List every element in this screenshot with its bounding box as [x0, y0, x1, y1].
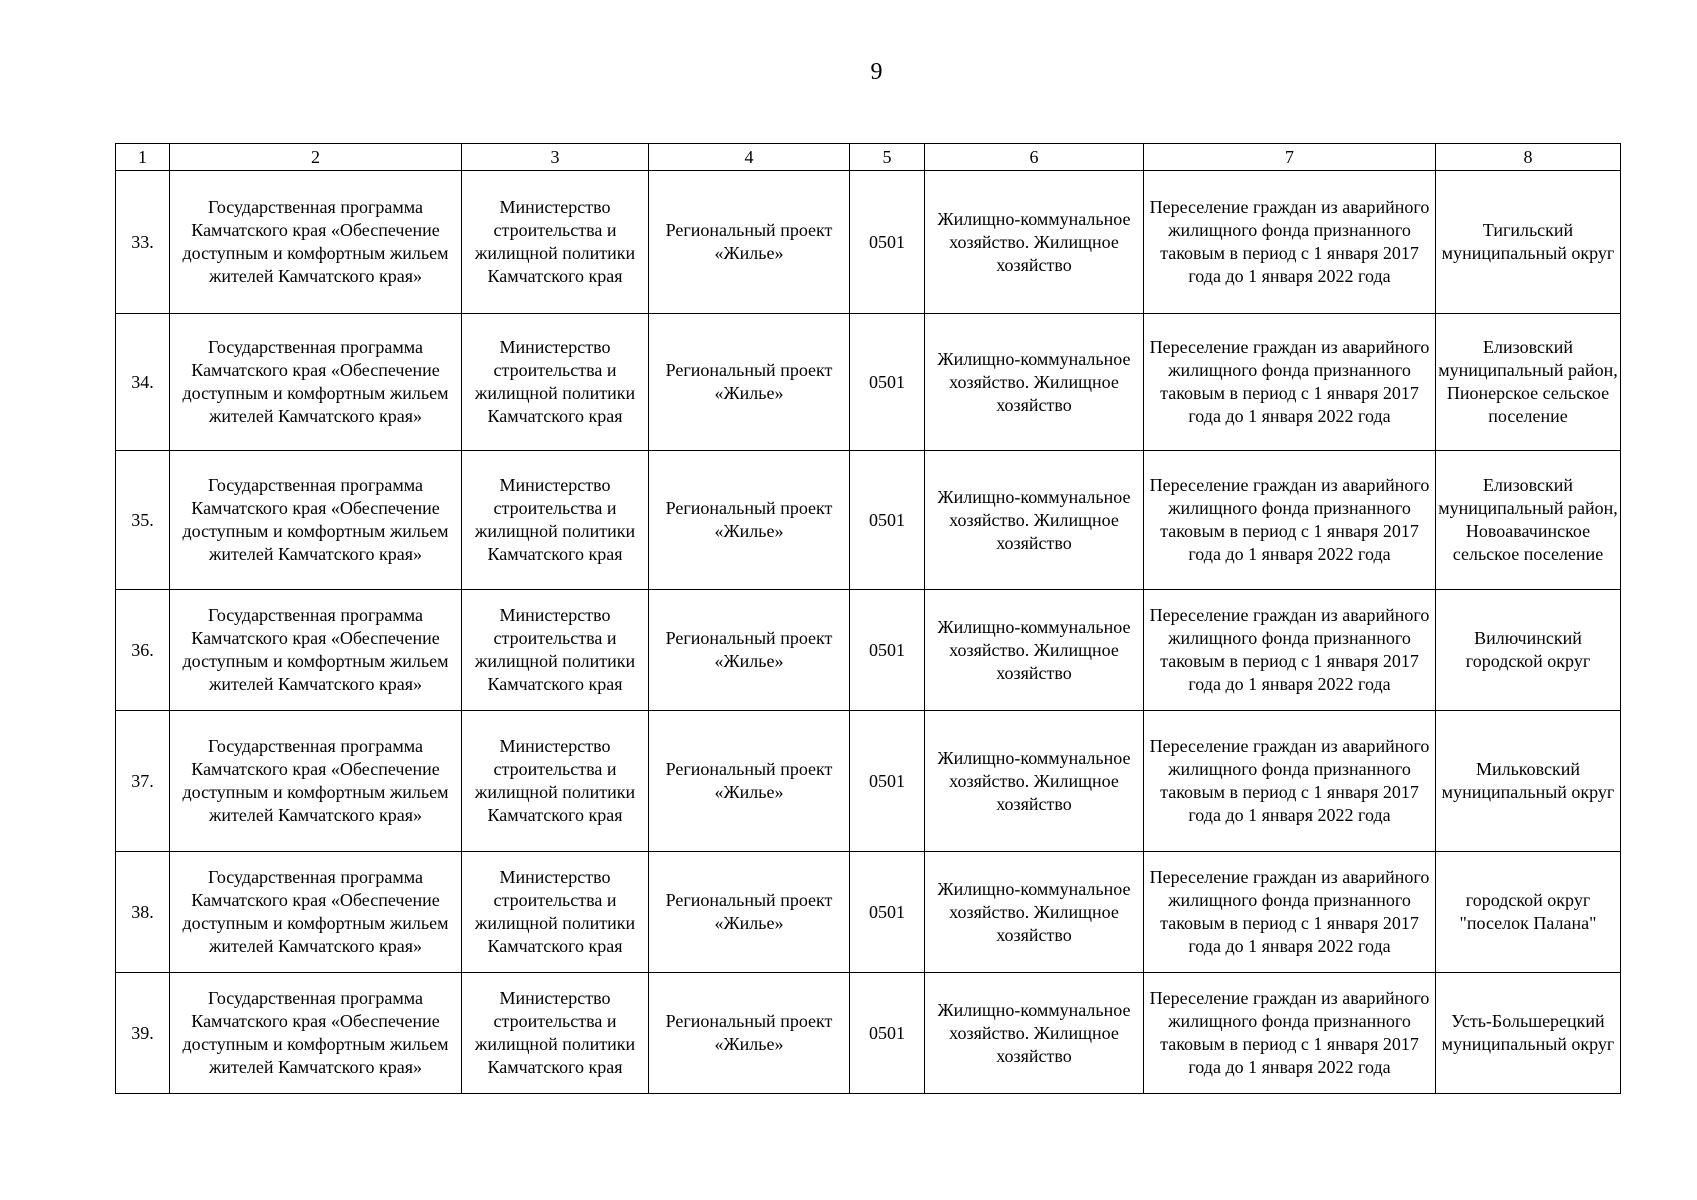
- municipality-cell: Елизовский муниципальный район, Пионерское сельское поселение: [1436, 314, 1621, 451]
- program-cell: Государственная программа Камчатского края «Обеспечение доступным и комфортным жильем жителей Камчатского края»: [170, 314, 462, 451]
- data-table: [115, 143, 1621, 1094]
- purpose-cell: Переселение граждан из аварийного жилищного фонда признанного таковым в период с 1 января 2017 года до 1 января 2022 года: [1144, 973, 1436, 1094]
- municipality-cell: Усть-Большерецкий муниципальный округ: [1436, 973, 1621, 1094]
- code-cell: 0501: [850, 973, 925, 1094]
- program-cell: Государственная программа Камчатского края «Обеспечение доступным и комфортным жильем жителей Камчатского края»: [170, 973, 462, 1094]
- row-number-cell: 39.: [116, 973, 170, 1094]
- row-number-cell: 37.: [116, 711, 170, 852]
- ministry-cell: Министерство строительства и жилищной политики Камчатского края: [462, 973, 649, 1094]
- municipality-cell: Тигильский муниципальный округ: [1436, 171, 1621, 314]
- project-cell: Региональный проект «Жилье»: [649, 171, 850, 314]
- ministry-cell: Министерство строительства и жилищной политики Камчатского края: [462, 852, 649, 973]
- purpose-cell: Переселение граждан из аварийного жилищного фонда признанного таковым в период с 1 января 2017 года до 1 января 2022 года: [1144, 314, 1436, 451]
- project-cell: Региональный проект «Жилье»: [649, 590, 850, 711]
- purpose-cell: Переселение граждан из аварийного жилищного фонда признанного таковым в период с 1 января 2017 года до 1 января 2022 года: [1144, 590, 1436, 711]
- municipality-cell: городской округ "поселок Палана": [1436, 852, 1621, 973]
- column-header-7: 7: [1144, 144, 1436, 171]
- municipality-cell: Елизовский муниципальный район, Новоавачинское сельское поселение: [1436, 451, 1621, 590]
- municipality-cell: Мильковский муниципальный округ: [1436, 711, 1621, 852]
- municipality-cell: Вилючинский городской округ: [1436, 590, 1621, 711]
- column-header-2: 2: [170, 144, 462, 171]
- program-cell: Государственная программа Камчатского края «Обеспечение доступным и комфортным жильем жителей Камчатского края»: [170, 171, 462, 314]
- sector-cell: Жилищно-коммунальное хозяйство. Жилищное хозяйство: [925, 171, 1144, 314]
- table-row: [116, 314, 1621, 451]
- column-header-8: 8: [1436, 144, 1621, 171]
- ministry-cell: Министерство строительства и жилищной политики Камчатского края: [462, 314, 649, 451]
- ministry-cell: Министерство строительства и жилищной политики Камчатского края: [462, 590, 649, 711]
- project-cell: Региональный проект «Жилье»: [649, 711, 850, 852]
- purpose-cell: Переселение граждан из аварийного жилищного фонда признанного таковым в период с 1 января 2017 года до 1 января 2022 года: [1144, 852, 1436, 973]
- table-row: [116, 711, 1621, 852]
- program-cell: Государственная программа Камчатского края «Обеспечение доступным и комфортным жильем жителей Камчатского края»: [170, 711, 462, 852]
- row-number-cell: 35.: [116, 451, 170, 590]
- row-number-cell: 34.: [116, 314, 170, 451]
- sector-cell: Жилищно-коммунальное хозяйство. Жилищное хозяйство: [925, 451, 1144, 590]
- project-cell: Региональный проект «Жилье»: [649, 973, 850, 1094]
- code-cell: 0501: [850, 711, 925, 852]
- table-row: [116, 852, 1621, 973]
- column-header-5: 5: [850, 144, 925, 171]
- program-cell: Государственная программа Камчатского края «Обеспечение доступным и комфортным жильем жителей Камчатского края»: [170, 852, 462, 973]
- table-row: [116, 590, 1621, 711]
- project-cell: Региональный проект «Жилье»: [649, 852, 850, 973]
- row-number-cell: 36.: [116, 590, 170, 711]
- column-header-1: 1: [116, 144, 170, 171]
- program-cell: Государственная программа Камчатского края «Обеспечение доступным и комфортным жильем жителей Камчатского края»: [170, 451, 462, 590]
- column-header-6: 6: [925, 144, 1144, 171]
- header-row: [116, 144, 1621, 171]
- project-cell: Региональный проект «Жилье»: [649, 314, 850, 451]
- code-cell: 0501: [850, 171, 925, 314]
- sector-cell: Жилищно-коммунальное хозяйство. Жилищное хозяйство: [925, 590, 1144, 711]
- column-header-3: 3: [462, 144, 649, 171]
- page-number: 9: [870, 59, 883, 85]
- sector-cell: Жилищно-коммунальное хозяйство. Жилищное хозяйство: [925, 852, 1144, 973]
- ministry-cell: Министерство строительства и жилищной политики Камчатского края: [462, 711, 649, 852]
- row-number-cell: 33.: [116, 171, 170, 314]
- ministry-cell: Министерство строительства и жилищной политики Камчатского края: [462, 171, 649, 314]
- code-cell: 0501: [850, 590, 925, 711]
- purpose-cell: Переселение граждан из аварийного жилищного фонда признанного таковым в период с 1 января 2017 года до 1 января 2022 года: [1144, 711, 1436, 852]
- ministry-cell: Министерство строительства и жилищной политики Камчатского края: [462, 451, 649, 590]
- project-cell: Региональный проект «Жилье»: [649, 451, 850, 590]
- sector-cell: Жилищно-коммунальное хозяйство. Жилищное хозяйство: [925, 711, 1144, 852]
- purpose-cell: Переселение граждан из аварийного жилищного фонда признанного таковым в период с 1 января 2017 года до 1 января 2022 года: [1144, 451, 1436, 590]
- program-cell: Государственная программа Камчатского края «Обеспечение доступным и комфортным жильем жителей Камчатского края»: [170, 590, 462, 711]
- code-cell: 0501: [850, 852, 925, 973]
- purpose-cell: Переселение граждан из аварийного жилищного фонда признанного таковым в период с 1 января 2017 года до 1 января 2022 года: [1144, 171, 1436, 314]
- code-cell: 0501: [850, 451, 925, 590]
- code-cell: 0501: [850, 314, 925, 451]
- sector-cell: Жилищно-коммунальное хозяйство. Жилищное хозяйство: [925, 314, 1144, 451]
- table-row: [116, 973, 1621, 1094]
- column-header-4: 4: [649, 144, 850, 171]
- table-row: [116, 171, 1621, 314]
- sector-cell: Жилищно-коммунальное хозяйство. Жилищное хозяйство: [925, 973, 1144, 1094]
- row-number-cell: 38.: [116, 852, 170, 973]
- table-row: [116, 451, 1621, 590]
